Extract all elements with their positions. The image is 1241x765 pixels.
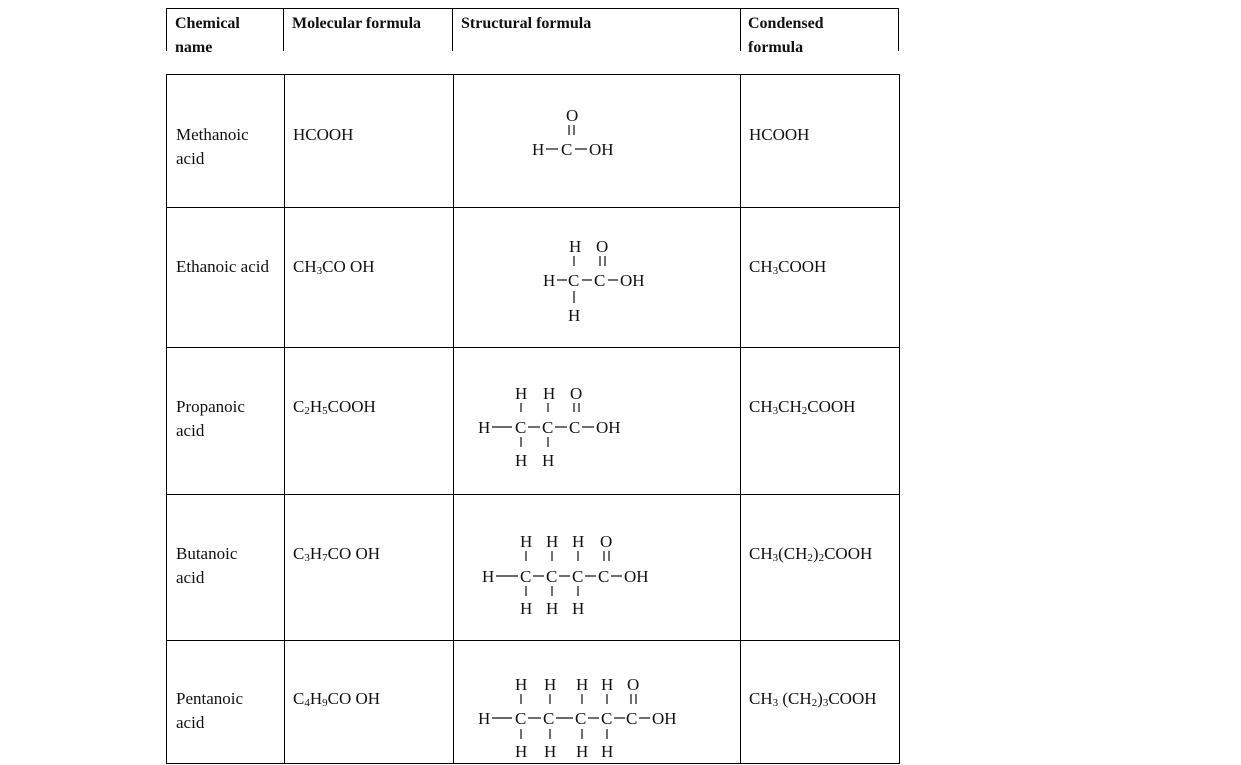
name-line: acid <box>176 421 205 440</box>
row-pentanoic-molecular: $C_4H_9CO$ OH <box>293 689 381 709</box>
atom-h: H <box>515 451 528 470</box>
atom-o: O <box>570 384 583 403</box>
structure-pentanoic <box>454 641 740 765</box>
atom-h: H <box>546 532 559 551</box>
atom-h: H <box>542 451 555 470</box>
atom-h: H <box>601 675 614 694</box>
atom-c: C <box>568 271 580 290</box>
header-chemical-name <box>175 12 240 60</box>
row-ethanoic-condensed: $CH_3COOH$ <box>749 257 827 277</box>
atom-c: C <box>569 418 581 437</box>
atom-c: C <box>575 709 587 728</box>
row-propanoic-molecular: $C_2H_5COOH$ <box>293 397 376 417</box>
atom-c: C <box>572 567 584 586</box>
row-methanoic-molecular: HCOOH <box>293 125 354 144</box>
atom-h: H <box>569 237 582 256</box>
atom-oh: OH <box>652 709 677 728</box>
atom-h: H <box>544 742 557 761</box>
row-pentanoic-condensed: $CH_3$ $(CH_2)_3COOH$ <box>749 689 877 709</box>
atom-h: H <box>532 140 545 159</box>
atom-h: H <box>568 306 581 325</box>
atom-oh: OH <box>589 140 614 159</box>
row-pentanoic-name <box>176 687 243 735</box>
atom-h: H <box>601 742 614 761</box>
header-molecular-formula: Molecular formula <box>292 15 422 32</box>
header-condensed-line1: Condensed <box>748 15 824 32</box>
atom-c: C <box>626 709 638 728</box>
atom-h: H <box>543 384 556 403</box>
atom-c: C <box>515 418 527 437</box>
atom-o: O <box>627 675 640 694</box>
structure-propanoic <box>454 348 740 494</box>
atom-h: H <box>482 567 495 586</box>
atom-h: H <box>478 418 491 437</box>
atom-h: H <box>576 675 589 694</box>
atom-h: H <box>515 675 528 694</box>
atom-h: H <box>515 742 528 761</box>
name-line: Propanoic <box>176 397 245 416</box>
atom-o: O <box>600 532 613 551</box>
atom-oh: OH <box>620 271 645 290</box>
atom-c: C <box>594 271 606 290</box>
atom-oh: OH <box>624 567 649 586</box>
atom-h: H <box>478 709 491 728</box>
atom-h: H <box>572 532 585 551</box>
atom-c: C <box>542 418 554 437</box>
row-propanoic-condensed: $CH_3CH_2COOH$ <box>749 397 856 417</box>
atom-c: C <box>520 567 532 586</box>
atom-c: C <box>598 567 610 586</box>
atom-h: H <box>576 742 589 761</box>
atom-c: C <box>561 140 573 159</box>
name-line: Pentanoic <box>176 689 244 708</box>
row-butanoic-condensed: $CH_3(CH_2)_2COOH$ <box>749 544 873 564</box>
atom-h: H <box>515 384 528 403</box>
atom-c: C <box>546 567 558 586</box>
atom-h: H <box>543 271 556 290</box>
name-line: Butanoic <box>176 544 238 563</box>
structure-methanoic <box>454 75 740 207</box>
header-condensed-line2: formula <box>748 39 804 56</box>
header-name-line1: Chemical <box>175 15 240 32</box>
atom-h: H <box>520 532 533 551</box>
atom-c: C <box>543 709 555 728</box>
row-ethanoic-molecular: $CH_3CO$ OH <box>293 257 375 277</box>
atom-o: O <box>566 106 579 125</box>
structure-ethanoic <box>454 208 740 347</box>
header-name-line2: name <box>175 39 213 56</box>
atom-oh: OH <box>596 418 621 437</box>
atom-h: H <box>546 599 559 618</box>
table-header <box>166 8 899 56</box>
acids-table <box>166 74 900 764</box>
atom-h: H <box>520 599 533 618</box>
row-methanoic-condensed: HCOOH <box>749 125 810 144</box>
row-methanoic-name <box>176 123 249 171</box>
atom-h: H <box>572 599 585 618</box>
row-propanoic-name <box>176 395 245 443</box>
structure-butanoic <box>454 495 740 640</box>
name-line: Methanoic <box>176 125 249 144</box>
header-condensed-formula <box>748 12 824 60</box>
row-butanoic-name <box>176 542 237 590</box>
name-line: acid <box>176 149 205 168</box>
atom-o: O <box>596 237 609 256</box>
row-ethanoic-name: Ethanoic acid <box>176 257 269 276</box>
atom-c: C <box>601 709 613 728</box>
name-line: acid <box>176 713 205 732</box>
header-structural-formula: Structural formula <box>461 15 592 32</box>
name-line: acid <box>176 568 205 587</box>
atom-c: C <box>515 709 527 728</box>
row-butanoic-molecular: $C_3H_7CO$ OH <box>293 544 381 564</box>
atom-h: H <box>544 675 557 694</box>
